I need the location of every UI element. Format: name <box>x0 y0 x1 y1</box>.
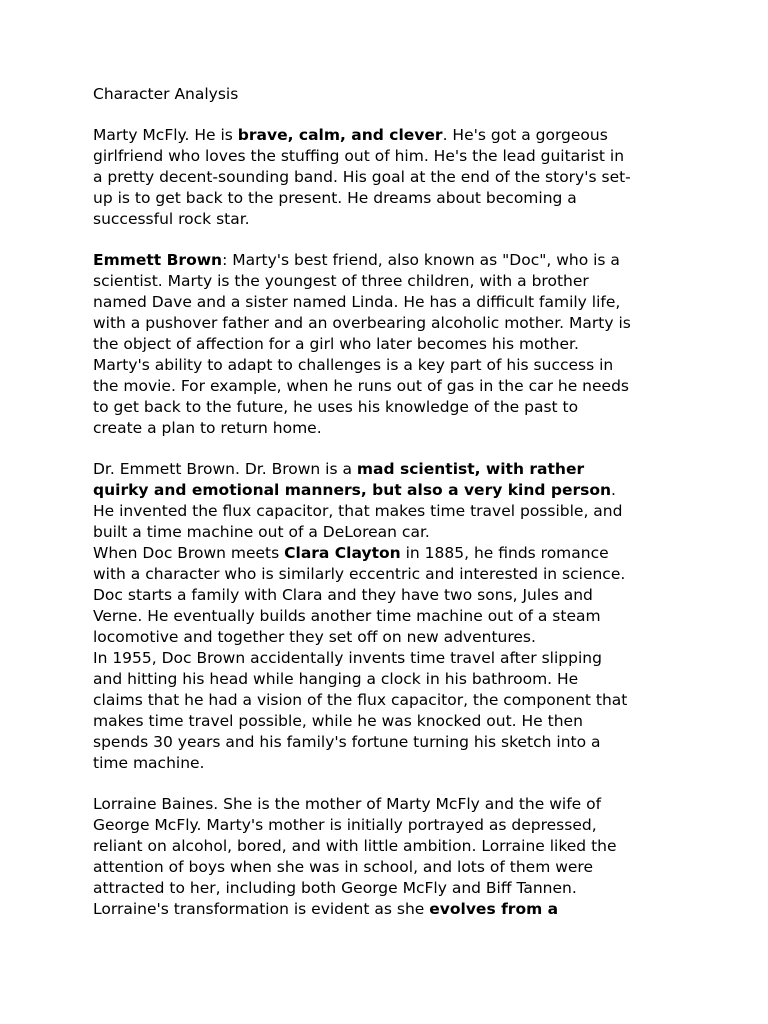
text-line <box>93 334 683 355</box>
text-line <box>93 690 683 711</box>
text-segment: locomotive and together they set off on new adventures. <box>93 628 536 646</box>
paragraph <box>93 125 683 230</box>
text-line <box>93 648 683 669</box>
text-line <box>93 480 683 501</box>
text-segment: Lorraine's transformation is evident as she <box>93 900 430 918</box>
paragraph <box>93 250 683 439</box>
paragraph <box>93 459 683 774</box>
paragraph <box>93 794 683 920</box>
text-line <box>93 418 683 439</box>
text-segment: in 1885, he finds romance <box>400 544 609 562</box>
text-line <box>93 564 683 585</box>
text-segment: Lorraine Baines. She is the mother of Marty McFly and the wife of <box>93 795 602 813</box>
document-page <box>93 84 683 940</box>
text-segment: : Marty's best friend, also known as "Doc", who is a <box>222 251 620 269</box>
text-segment: attention of boys when she was in school, and lots of them were <box>93 858 593 876</box>
text-line <box>93 397 683 418</box>
text-segment: built a time machine out of a DeLorean car. <box>93 523 430 541</box>
text-segment: Marty's ability to adapt to challenges is a key part of his success in <box>93 356 614 374</box>
text-segment: Doc starts a family with Clara and they have two sons, Jules and <box>93 586 593 604</box>
text-line <box>93 188 683 209</box>
text-line <box>93 146 683 167</box>
text-line <box>93 376 683 397</box>
text-line <box>93 899 683 920</box>
text-segment: When Doc Brown meets <box>93 544 285 562</box>
text-line <box>93 815 683 836</box>
text-line <box>93 271 683 292</box>
text-segment: named Dave and a sister named Linda. He has a difficult family life, <box>93 293 621 311</box>
bold-text: evolves from a <box>429 900 559 918</box>
text-line <box>93 585 683 606</box>
text-line <box>93 209 683 230</box>
text-line <box>93 313 683 334</box>
text-segment: In 1955, Doc Brown accidentally invents time travel after slipping <box>93 649 602 667</box>
text-segment: George McFly. Marty's mother is initially portrayed as depressed, <box>93 816 597 834</box>
bold-text: Emmett Brown <box>93 251 223 269</box>
text-segment: to get back to the future, he uses his knowledge of the past to <box>93 398 579 416</box>
text-segment: He invented the flux capacitor, that makes time travel possible, and <box>93 502 623 520</box>
document-body <box>93 125 683 920</box>
text-segment: Verne. He eventually builds another time machine out of a steam <box>93 607 601 625</box>
text-line <box>93 732 683 753</box>
bold-text: mad scientist, with rather <box>356 460 585 478</box>
text-segment: up is to get back to the present. He dreams about becoming a <box>93 189 577 207</box>
text-segment: the movie. For example, when he runs out of gas in the car he needs <box>93 377 629 395</box>
text-segment: time machine. <box>93 754 205 772</box>
text-segment: spends 30 years and his family's fortune turning his sketch into a <box>93 733 601 751</box>
text-segment: . <box>611 481 616 499</box>
text-segment: Dr. Emmett Brown. Dr. Brown is a <box>93 460 357 478</box>
text-line <box>93 125 683 146</box>
text-segment: girlfriend who loves the stuffing out of him. He's the lead guitarist in <box>93 147 625 165</box>
text-line <box>93 501 683 522</box>
text-line <box>93 250 683 271</box>
text-segment: with a pushover father and an overbearing alcoholic mother. Marty is <box>93 314 631 332</box>
text-line <box>93 794 683 815</box>
text-line <box>93 857 683 878</box>
text-segment: reliant on alcohol, bored, and with little ambition. Lorraine liked the <box>93 837 617 855</box>
text-line <box>93 459 683 480</box>
text-segment: claims that he had a vision of the flux capacitor, the component that <box>93 691 628 709</box>
text-segment: create a plan to return home. <box>93 419 322 437</box>
text-segment: a pretty decent-sounding band. His goal at the end of the story's set- <box>93 168 631 186</box>
text-segment: successful rock star. <box>93 210 250 228</box>
text-line <box>93 711 683 732</box>
text-line <box>93 292 683 313</box>
bold-text: quirky and emotional manners, but also a very kind person <box>93 481 612 499</box>
text-line <box>93 167 683 188</box>
bold-text: Clara Clayton <box>284 544 401 562</box>
text-line <box>93 606 683 627</box>
text-segment: the object of affection for a girl who later becomes his mother. <box>93 335 579 353</box>
text-line <box>93 627 683 648</box>
text-line <box>93 543 683 564</box>
text-segment: scientist. Marty is the youngest of three children, with a brother <box>93 272 589 290</box>
document-title: Character Analysis <box>93 85 239 103</box>
text-segment: . He's got a gorgeous <box>442 126 608 144</box>
text-segment: and hitting his head while hanging a clock in his bathroom. He <box>93 670 579 688</box>
bold-text: brave, calm, and clever <box>237 126 443 144</box>
text-line <box>93 669 683 690</box>
text-segment: with a character who is similarly eccentric and interested in science. <box>93 565 626 583</box>
text-line <box>93 878 683 899</box>
text-segment: Marty McFly. He is <box>93 126 238 144</box>
text-segment: makes time travel possible, while he was knocked out. He then <box>93 712 583 730</box>
text-line <box>93 753 683 774</box>
text-line <box>93 836 683 857</box>
text-segment: attracted to her, including both George McFly and Biff Tannen. <box>93 879 577 897</box>
text-line <box>93 522 683 543</box>
text-line <box>93 355 683 376</box>
